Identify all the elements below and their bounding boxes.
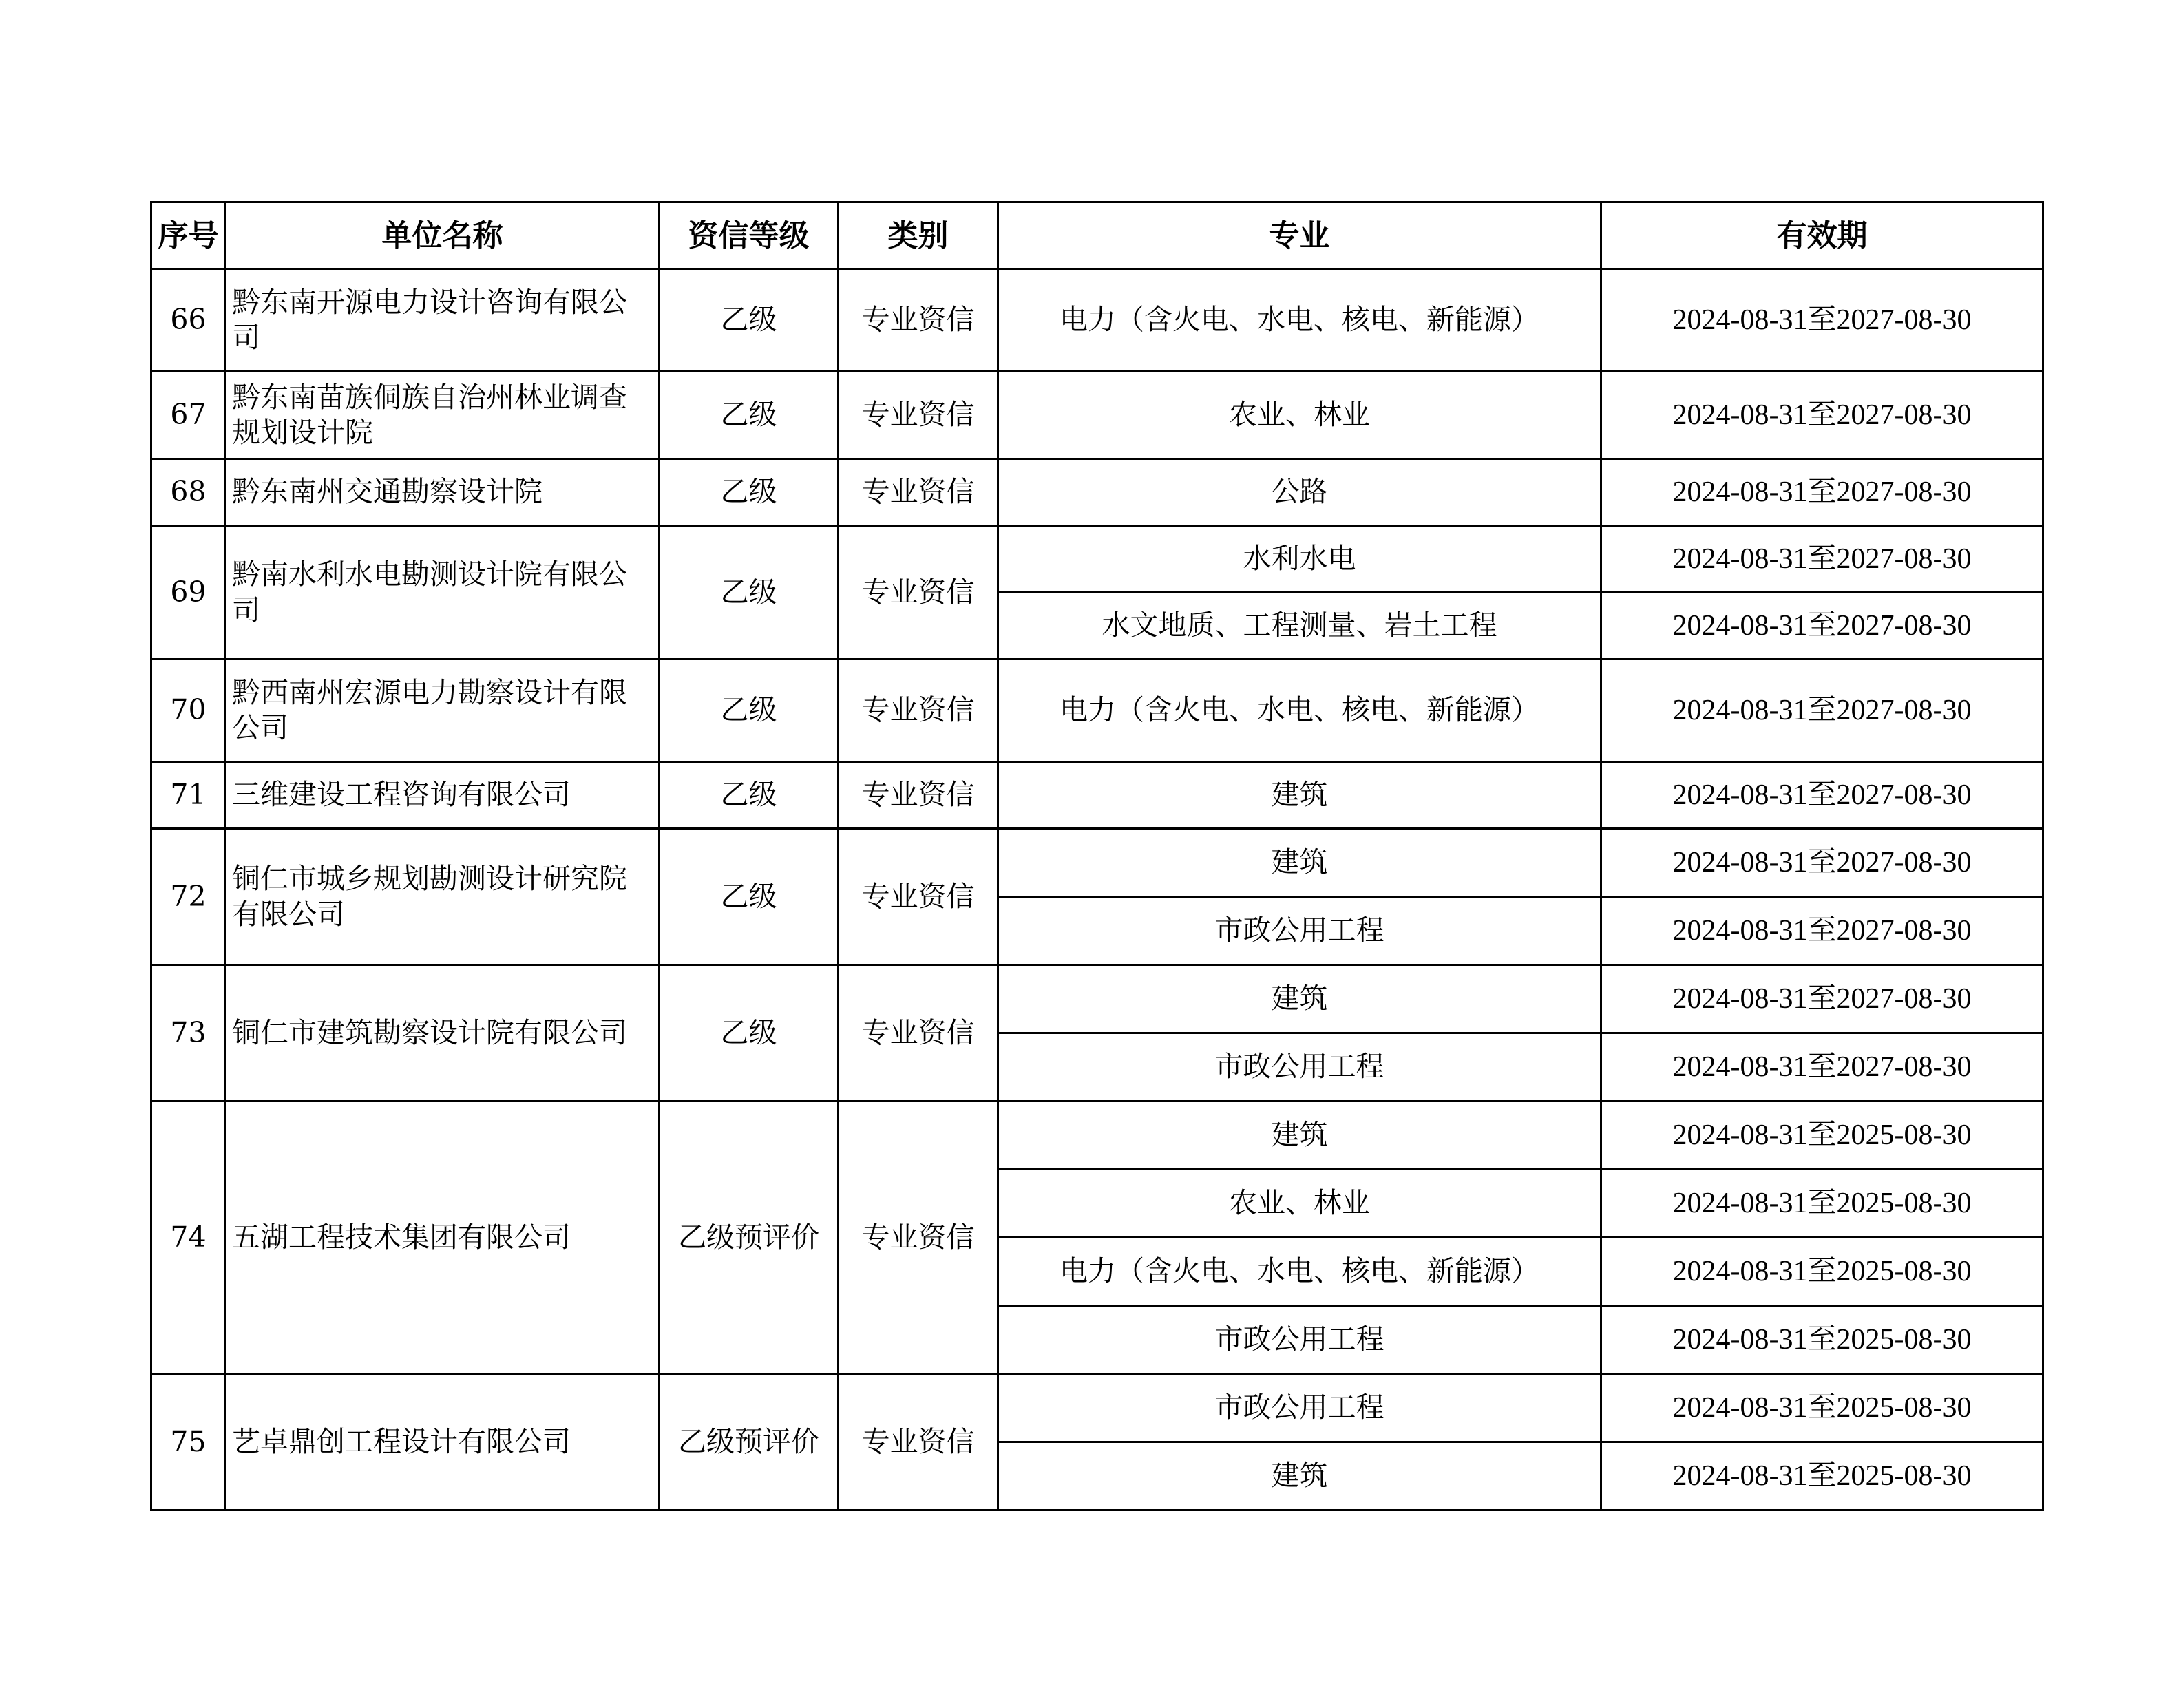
specialty-cell: 建筑 xyxy=(998,762,1601,829)
category-cell: 专业资信 xyxy=(839,660,998,762)
specialty-cell: 农业、林业 xyxy=(998,1170,1601,1238)
table-row xyxy=(151,269,2043,372)
unit-name-cell: 黔南水利水电勘测设计院有限公司 xyxy=(226,526,660,660)
unit-name-cell: 五湖工程技术集团有限公司 xyxy=(226,1101,660,1374)
seq-cell: 67 xyxy=(151,372,226,459)
validity-cell: 2024-08-31至2027-08-30 xyxy=(1601,372,2043,459)
grade-cell: 乙级 xyxy=(660,269,839,372)
seq-cell: 66 xyxy=(151,269,226,372)
seq-cell: 74 xyxy=(151,1101,226,1374)
grade-cell: 乙级 xyxy=(660,372,839,459)
category-cell: 专业资信 xyxy=(839,526,998,660)
grade-cell: 乙级 xyxy=(660,526,839,660)
header-seq: 序号 xyxy=(151,202,226,269)
validity-cell: 2024-08-31至2027-08-30 xyxy=(1601,1033,2043,1101)
table-row xyxy=(151,762,2043,829)
table-row xyxy=(151,829,2043,897)
grade-cell: 乙级 xyxy=(660,762,839,829)
grade-cell: 乙级预评价 xyxy=(660,1101,839,1374)
header-validity: 有效期 xyxy=(1601,202,2043,269)
specialty-cell: 市政公用工程 xyxy=(998,1306,1601,1374)
unit-name-cell: 铜仁市建筑勘察设计院有限公司 xyxy=(226,965,660,1101)
category-cell: 专业资信 xyxy=(839,829,998,965)
grade-cell: 乙级 xyxy=(660,660,839,762)
grade-cell: 乙级预评价 xyxy=(660,1374,839,1510)
validity-cell: 2024-08-31至2027-08-30 xyxy=(1601,762,2043,829)
seq-cell: 75 xyxy=(151,1374,226,1510)
header-unit-name: 单位名称 xyxy=(226,202,660,269)
seq-cell: 71 xyxy=(151,762,226,829)
validity-cell: 2024-08-31至2027-08-30 xyxy=(1601,459,2043,526)
header-row xyxy=(151,202,2043,269)
grade-cell: 乙级 xyxy=(660,829,839,965)
seq-cell: 73 xyxy=(151,965,226,1101)
seq-cell: 69 xyxy=(151,526,226,660)
seq-cell: 70 xyxy=(151,660,226,762)
header-category: 类别 xyxy=(839,202,998,269)
unit-name-cell: 黔东南开源电力设计咨询有限公司 xyxy=(226,269,660,372)
unit-name-cell: 黔西南州宏源电力勘察设计有限公司 xyxy=(226,660,660,762)
specialty-cell: 公路 xyxy=(998,459,1601,526)
specialty-cell: 水利水电 xyxy=(998,526,1601,593)
validity-cell: 2024-08-31至2027-08-30 xyxy=(1601,269,2043,372)
validity-cell: 2024-08-31至2027-08-30 xyxy=(1601,897,2043,965)
header-grade: 资信等级 xyxy=(660,202,839,269)
unit-name-cell: 三维建设工程咨询有限公司 xyxy=(226,762,660,829)
category-cell: 专业资信 xyxy=(839,269,998,372)
specialty-cell: 电力（含火电、水电、核电、新能源） xyxy=(998,269,1601,372)
table-row xyxy=(151,459,2043,526)
validity-cell: 2024-08-31至2025-08-30 xyxy=(1601,1374,2043,1442)
category-cell: 专业资信 xyxy=(839,965,998,1101)
validity-cell: 2024-08-31至2025-08-30 xyxy=(1601,1442,2043,1510)
category-cell: 专业资信 xyxy=(839,1374,998,1510)
validity-cell: 2024-08-31至2027-08-30 xyxy=(1601,593,2043,660)
validity-cell: 2024-08-31至2025-08-30 xyxy=(1601,1101,2043,1170)
table-row xyxy=(151,526,2043,593)
specialty-cell: 建筑 xyxy=(998,1442,1601,1510)
category-cell: 专业资信 xyxy=(839,1101,998,1374)
specialty-cell: 建筑 xyxy=(998,829,1601,897)
specialty-cell: 电力（含火电、水电、核电、新能源） xyxy=(998,1238,1601,1306)
seq-cell: 68 xyxy=(151,459,226,526)
specialty-cell: 农业、林业 xyxy=(998,372,1601,459)
validity-cell: 2024-08-31至2027-08-30 xyxy=(1601,526,2043,593)
specialty-cell: 市政公用工程 xyxy=(998,897,1601,965)
category-cell: 专业资信 xyxy=(839,372,998,459)
table-row xyxy=(151,372,2043,459)
header-specialty: 专业 xyxy=(998,202,1601,269)
specialty-cell: 建筑 xyxy=(998,965,1601,1033)
unit-name-cell: 艺卓鼎创工程设计有限公司 xyxy=(226,1374,660,1510)
validity-cell: 2024-08-31至2027-08-30 xyxy=(1601,965,2043,1033)
table-row xyxy=(151,965,2043,1033)
unit-name-cell: 黔东南州交通勘察设计院 xyxy=(226,459,660,526)
validity-cell: 2024-08-31至2025-08-30 xyxy=(1601,1238,2043,1306)
specialty-cell: 水文地质、工程测量、岩土工程 xyxy=(998,593,1601,660)
validity-cell: 2024-08-31至2025-08-30 xyxy=(1601,1170,2043,1238)
table-row xyxy=(151,660,2043,762)
validity-cell: 2024-08-31至2027-08-30 xyxy=(1601,829,2043,897)
validity-cell: 2024-08-31至2027-08-30 xyxy=(1601,660,2043,762)
unit-name-cell: 铜仁市城乡规划勘测设计研究院有限公司 xyxy=(226,829,660,965)
category-cell: 专业资信 xyxy=(839,459,998,526)
grade-cell: 乙级 xyxy=(660,459,839,526)
unit-name-cell: 黔东南苗族侗族自治州林业调查规划设计院 xyxy=(226,372,660,459)
specialty-cell: 市政公用工程 xyxy=(998,1033,1601,1101)
qualification-table xyxy=(150,201,2044,1511)
seq-cell: 72 xyxy=(151,829,226,965)
specialty-cell: 电力（含火电、水电、核电、新能源） xyxy=(998,660,1601,762)
grade-cell: 乙级 xyxy=(660,965,839,1101)
specialty-cell: 市政公用工程 xyxy=(998,1374,1601,1442)
validity-cell: 2024-08-31至2025-08-30 xyxy=(1601,1306,2043,1374)
category-cell: 专业资信 xyxy=(839,762,998,829)
table-row xyxy=(151,1101,2043,1170)
specialty-cell: 建筑 xyxy=(998,1101,1601,1170)
table-row xyxy=(151,1374,2043,1442)
